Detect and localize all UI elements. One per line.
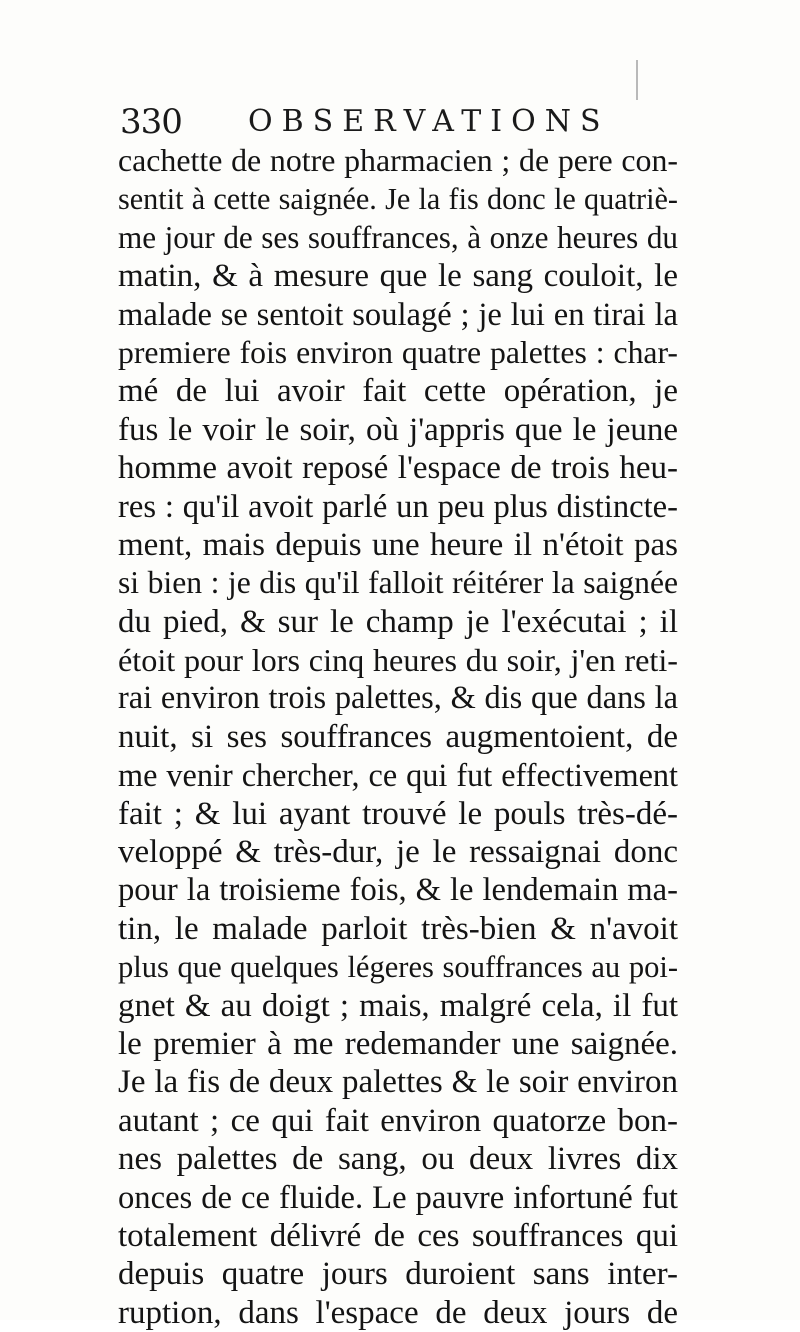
text-line: tin, le malade parloit très-bien & n'avoit xyxy=(118,910,678,947)
running-title: OBSERVATIONS xyxy=(248,104,610,139)
text-line: rai environ trois palettes, & dis que dans la xyxy=(118,680,678,717)
text-line: du pied, & sur le champ je l'exécutai ; il xyxy=(118,603,678,640)
text-line: mé de lui avoir fait cette opération, je xyxy=(118,373,678,410)
text-line: ruption, dans l'espace de deux jours de xyxy=(118,1294,678,1331)
text-line: gnet & au doigt ; mais, malgré cela, il fut xyxy=(118,987,678,1024)
text-line: me venir chercher, ce qui fut effectivement xyxy=(118,757,678,794)
text-line: pour la troisieme fois, & le lendemain ma- xyxy=(118,872,678,909)
text-line: me jour de ses souffrances, à onze heures du xyxy=(118,219,678,255)
text-line: matin, & à mesure que le sang couloit, le xyxy=(118,258,678,295)
page-number: 330 xyxy=(120,102,182,142)
page-header xyxy=(120,96,680,146)
text-line: malade se sentoit soulagé ; je lui en tirai la xyxy=(118,296,678,333)
text-line: le premier à me redemander une saignée. xyxy=(118,1025,678,1062)
text-line: veloppé & très-dur, je le ressaignai donc xyxy=(118,834,678,871)
text-line: nuit, si ses souffrances augmentoient, de xyxy=(118,718,678,755)
text-line: depuis quatre jours duroient sans inter- xyxy=(118,1256,678,1293)
text-line: fus le voir le soir, où j'appris que le jeune xyxy=(118,411,678,448)
body-text xyxy=(118,142,678,1332)
text-line: autant ; ce qui fait environ quatorze bon- xyxy=(118,1102,678,1139)
text-line: totalement délivré de ces souffrances qui xyxy=(118,1217,678,1254)
text-line: nes palettes de sang, ou deux livres dix xyxy=(118,1141,678,1178)
text-line: premiere fois environ quatre palettes : char- xyxy=(118,334,678,370)
page-gutter-mark xyxy=(636,60,638,100)
text-line: sentit à cette saignée. Je la fis donc le quatriè- xyxy=(118,182,678,217)
text-line: plus que quelques légeres souffrances au poi- xyxy=(118,950,678,985)
text-line: homme avoit reposé l'espace de trois heu- xyxy=(118,450,678,487)
text-line: Je la fis de deux palettes & le soir environ xyxy=(118,1064,678,1101)
text-line: étoit pour lors cinq heures du soir, j'en reti- xyxy=(118,642,678,679)
text-line: onces de ce fluide. Le pauvre infortuné fut xyxy=(118,1179,678,1216)
text-line: fait ; & lui ayant trouvé le pouls très-dé- xyxy=(118,795,678,832)
text-line: si bien : je dis qu'il falloit réitérer la saignée xyxy=(118,565,678,601)
text-line: ment, mais depuis une heure il n'étoit pas xyxy=(118,526,678,563)
text-line: cachette de notre pharmacien ; de pere con- xyxy=(118,143,678,178)
text-line: res : qu'il avoit parlé un peu plus distincte- xyxy=(118,488,678,525)
